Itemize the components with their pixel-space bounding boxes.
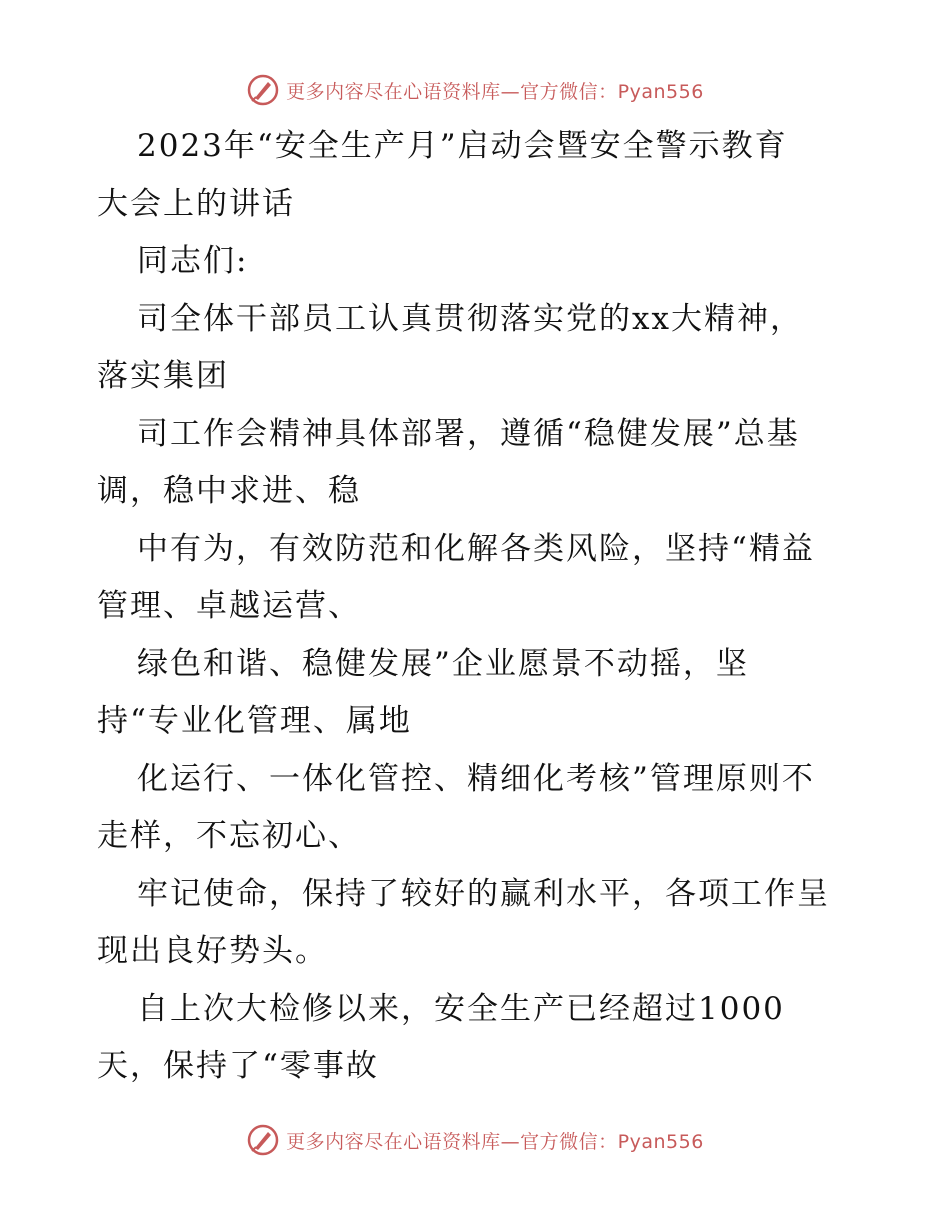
salutation: 同志们: [137,243,249,279]
quill-circle-icon [246,1123,280,1157]
header-watermark-banner [0,70,950,110]
paragraph-line: 天，保持了“零事故 [97,1048,379,1084]
quill-circle-icon [246,73,280,107]
paragraph-line: 持“专业化管理、属地 [97,703,412,739]
footer-watermark-text: 更多内容尽在心语资料库—官方微信：Pyan556 [286,1130,704,1153]
footer-watermark-banner [0,1120,950,1160]
document-title-line-1: 2023年“安全生产月”启动会暨安全警示教育 [137,128,788,164]
paragraph-line: 走样，不忘初心、 [97,818,361,854]
paragraph-line: 自上次大检修以来，安全生产已经超过1000 [137,990,785,1027]
paragraph-line: 司全体干部员工认真贯彻落实党的xx大精神， [137,300,803,337]
paragraph-line: 化运行、一体化管控、精细化考核”管理原则不 [137,760,815,797]
paragraph-line: 牢记使命，保持了较好的赢利水平，各项工作呈 [137,875,830,912]
paragraph-line: 现出良好势头。 [97,933,328,969]
paragraph-line: 中有为，有效防范和化解各类风险，坚持“精益 [137,530,815,567]
document-title-line-2: 大会上的讲话 [97,185,295,222]
document-body [97,118,857,1096]
header-watermark-text: 更多内容尽在心语资料库—官方微信：Pyan556 [286,80,704,103]
paragraph-line: 绿色和谐、稳健发展”企业愿景不动摇，坚 [137,645,749,682]
paragraph-line: 管理、卓越运营、 [97,588,361,624]
paragraph-line: 司工作会精神具体部署，遵循“稳健发展”总基 [137,415,800,452]
paragraph-line: 调，稳中求进、稳 [97,473,361,509]
paragraph-line: 落实集团 [97,358,229,394]
